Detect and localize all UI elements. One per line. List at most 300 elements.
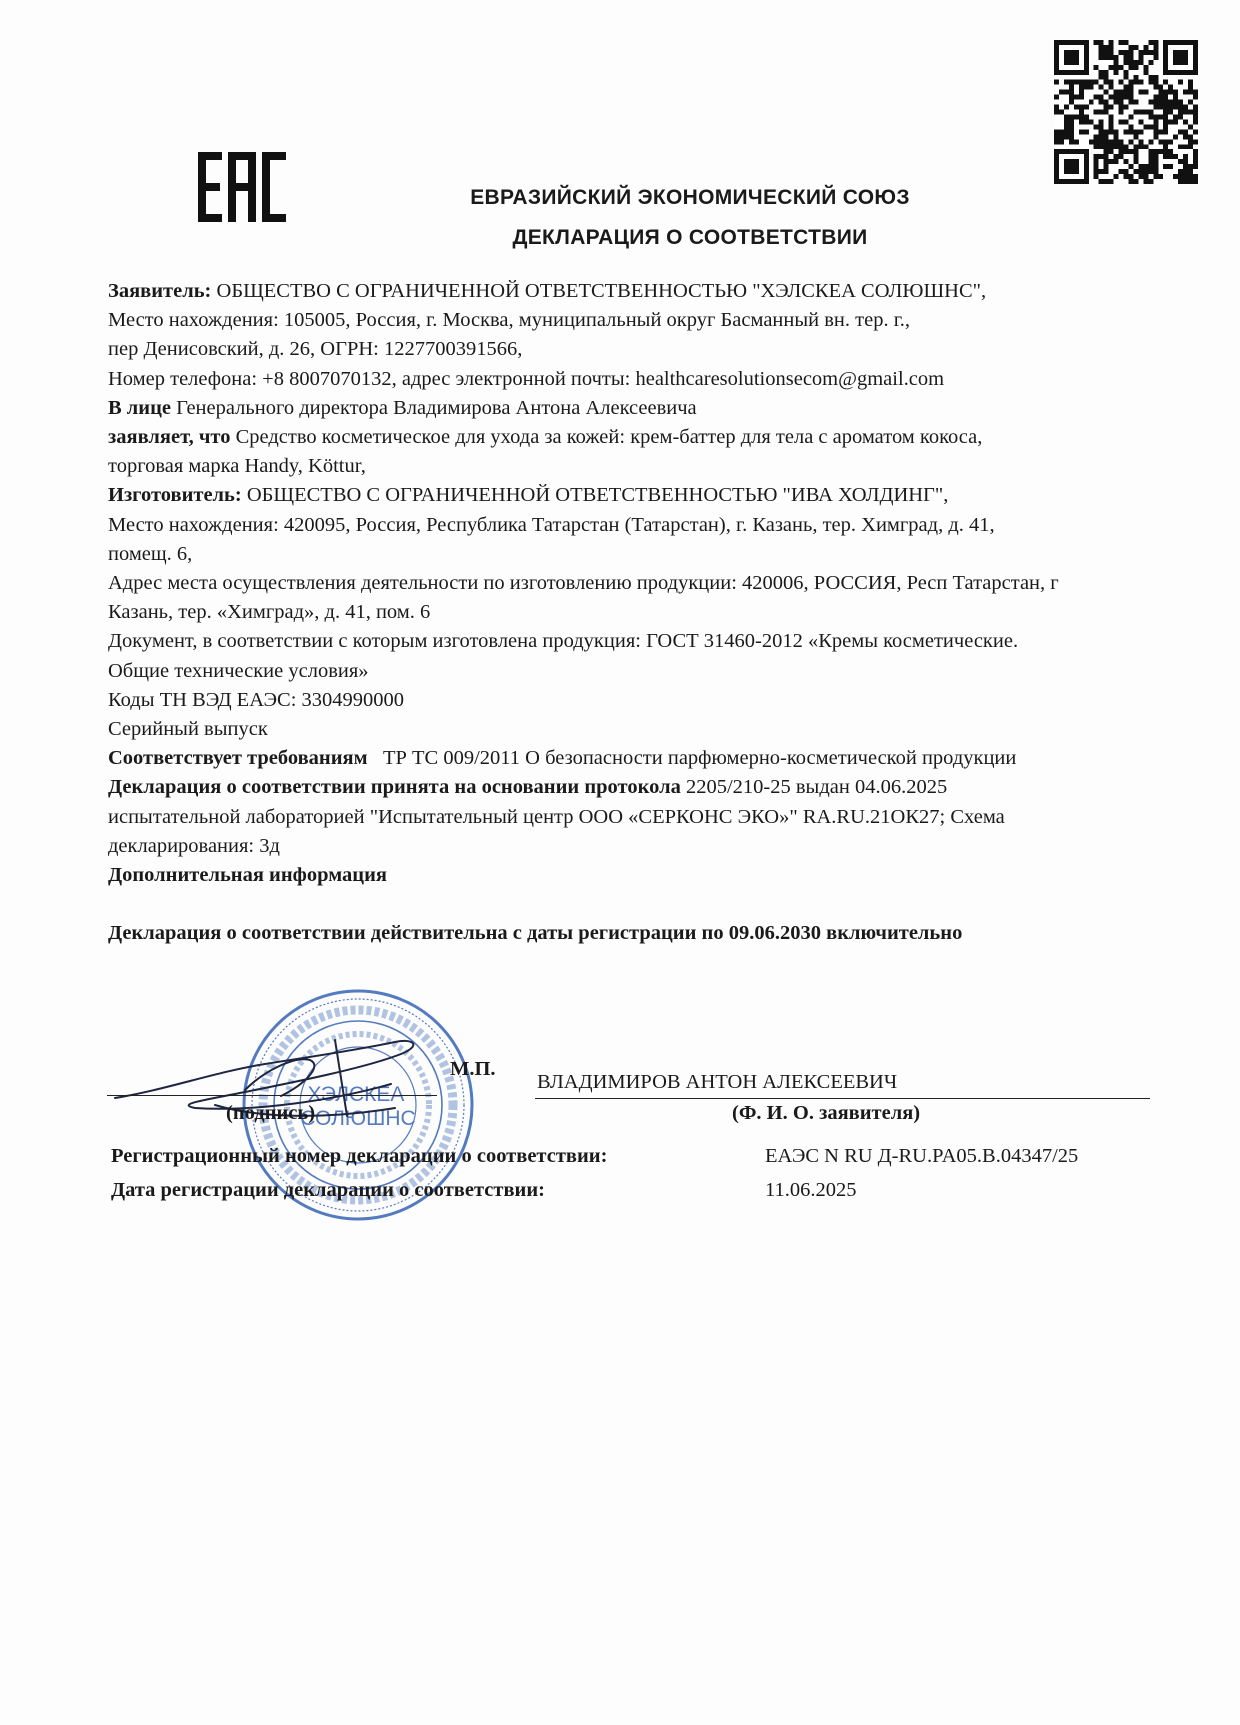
qr-module: [1094, 110, 1099, 115]
qr-code: [1054, 40, 1198, 184]
qr-module: [1119, 90, 1124, 95]
qr-module: [1124, 95, 1129, 100]
manufacturer-address-1: Место нахождения: 420095, Россия, Республика Татарстан (Татарстан), г. Казань, тер. Химград, д. 41,: [108, 513, 995, 536]
qr-module: [1128, 90, 1133, 95]
qr-module: [1094, 164, 1099, 169]
qr-module: [1054, 129, 1059, 134]
qr-module: [1084, 179, 1089, 184]
qr-module: [1153, 80, 1158, 85]
qr-module: [1069, 90, 1074, 95]
qr-module: [1143, 179, 1148, 184]
qr-module: [1133, 179, 1138, 184]
qr-module: [1188, 179, 1193, 184]
qr-module: [1173, 60, 1178, 65]
qr-module: [1104, 139, 1109, 144]
qr-module: [1178, 159, 1183, 164]
qr-module: [1193, 174, 1198, 179]
qr-module: [1128, 129, 1133, 134]
qr-module: [1124, 174, 1129, 179]
union-title: ЕВРАЗИЙСКИЙ ЭКОНОМИЧЕСКИЙ СОЮЗ: [470, 186, 910, 209]
qr-module: [1128, 95, 1133, 100]
qr-module: [1148, 154, 1153, 159]
applicant-name: ОБЩЕСТВО С ОГРАНИЧЕННОЙ ОТВЕТСТВЕННОСТЬЮ "ХЭЛСКЕА СОЛЮШНС",: [211, 280, 987, 302]
qr-module: [1188, 40, 1193, 45]
qr-module: [1188, 134, 1193, 139]
qr-module: [1069, 100, 1074, 105]
qr-module: [1168, 119, 1173, 124]
qr-module: [1114, 129, 1119, 134]
qr-module: [1054, 159, 1059, 164]
additional-info-label: [108, 861, 1183, 890]
qr-module: [1079, 179, 1084, 184]
qr-module: [1114, 55, 1119, 60]
qr-module: [1109, 85, 1114, 90]
qr-module: [1074, 95, 1079, 100]
qr-module: [1099, 110, 1104, 115]
qr-module: [1148, 75, 1153, 80]
manufacturer-label: Изготовитель:: [108, 484, 242, 507]
qr-module: [1153, 119, 1158, 124]
qr-module: [1133, 144, 1138, 149]
qr-module: [1158, 174, 1163, 179]
applicant-label: Заявитель:: [108, 280, 212, 302]
qr-module: [1153, 134, 1158, 139]
qr-module: [1158, 90, 1163, 95]
qr-module: [1128, 60, 1133, 65]
qr-module: [1163, 50, 1168, 55]
qr-module: [1143, 70, 1148, 75]
qr-module: [1178, 40, 1183, 45]
qr-module: [1183, 60, 1188, 65]
qr-module: [1173, 134, 1178, 139]
qr-module: [1054, 45, 1059, 50]
declares-label: заявляет, что: [108, 426, 231, 449]
qr-module: [1173, 55, 1178, 60]
qr-module: [1158, 105, 1163, 110]
representative-label: В лице: [108, 396, 172, 419]
qr-module: [1128, 114, 1133, 119]
qr-module: [1094, 144, 1099, 149]
stamp-company-line-1: ХЭЛСКЕА: [307, 1083, 405, 1106]
qr-module: [1064, 119, 1069, 124]
qr-module: [1178, 129, 1183, 134]
compliance-line: [108, 744, 1183, 773]
qr-module: [1183, 50, 1188, 55]
qr-module: [1104, 164, 1109, 169]
qr-module: [1153, 169, 1158, 174]
qr-module: [1064, 159, 1069, 164]
qr-module: [1059, 139, 1064, 144]
qr-module: [1168, 164, 1173, 169]
qr-module: [1168, 154, 1173, 159]
qr-module: [1143, 174, 1148, 179]
qr-module: [1193, 45, 1198, 50]
qr-module: [1074, 139, 1079, 144]
qr-module: [1114, 100, 1119, 105]
qr-module: [1183, 179, 1188, 184]
qr-module: [1084, 164, 1089, 169]
qr-module: [1183, 55, 1188, 60]
qr-module: [1148, 164, 1153, 169]
representative-line: [108, 394, 1183, 423]
qr-module: [1109, 105, 1114, 110]
qr-module: [1148, 179, 1153, 184]
compliance-text: ТР ТС 009/2011 О безопасности парфюмерно-косметической продукции: [367, 747, 1017, 770]
qr-module: [1069, 119, 1074, 124]
qr-module: [1124, 105, 1129, 110]
qr-module: [1119, 119, 1124, 124]
qr-module: [1148, 60, 1153, 65]
qr-module: [1138, 119, 1143, 124]
qr-module: [1064, 134, 1069, 139]
qr-module: [1183, 174, 1188, 179]
qr-module: [1079, 40, 1084, 45]
qr-module: [1193, 110, 1198, 115]
qr-module: [1193, 164, 1198, 169]
qr-module: [1094, 134, 1099, 139]
qr-module: [1173, 40, 1178, 45]
qr-module: [1193, 159, 1198, 164]
qr-module: [1133, 75, 1138, 80]
qr-module: [1183, 90, 1188, 95]
qr-module: [1104, 144, 1109, 149]
qr-module: [1084, 50, 1089, 55]
qr-module: [1114, 154, 1119, 159]
qr-module: [1193, 90, 1198, 95]
qr-module: [1128, 139, 1133, 144]
qr-module: [1193, 55, 1198, 60]
qr-module: [1109, 50, 1114, 55]
qr-module: [1188, 90, 1193, 95]
standard-line-2: Общие технические условия»: [108, 659, 369, 682]
qr-module: [1099, 75, 1104, 80]
qr-module: [1183, 119, 1188, 124]
qr-module: [1148, 124, 1153, 129]
qr-module: [1163, 110, 1168, 115]
name-line: [535, 1098, 1150, 1099]
qr-module: [1094, 159, 1099, 164]
qr-module: [1124, 159, 1129, 164]
qr-module: [1064, 60, 1069, 65]
qr-module: [1064, 149, 1069, 154]
qr-module: [1069, 95, 1074, 100]
qr-module: [1128, 55, 1133, 60]
qr-module: [1138, 55, 1143, 60]
qr-module: [1094, 174, 1099, 179]
qr-module: [1069, 179, 1074, 184]
qr-module: [1059, 110, 1064, 115]
qr-module: [1133, 65, 1138, 70]
qr-module: [1193, 139, 1198, 144]
qr-module: [1188, 110, 1193, 115]
qr-module: [1178, 55, 1183, 60]
qr-module: [1183, 40, 1188, 45]
applicant-line: [108, 277, 1183, 306]
qr-module: [1054, 174, 1059, 179]
qr-module: [1109, 119, 1114, 124]
qr-module: [1064, 124, 1069, 129]
qr-module: [1074, 169, 1079, 174]
product-line-1: [108, 423, 1183, 452]
qr-module: [1168, 70, 1173, 75]
applicant-contacts: Номер телефона: +8 8007070132, адрес электронной почты: healthcaresolutionsecom@gmail.com: [108, 367, 945, 390]
qr-module: [1099, 100, 1104, 105]
qr-module: [1153, 149, 1158, 154]
qr-module: [1124, 70, 1129, 75]
qr-module: [1119, 105, 1124, 110]
registration-date-label: Дата регистрации декларации о соответствии:: [111, 1179, 545, 1201]
qr-module: [1084, 105, 1089, 110]
qr-module: [1183, 144, 1188, 149]
qr-module: [1054, 65, 1059, 70]
qr-module: [1183, 159, 1188, 164]
qr-module: [1128, 174, 1133, 179]
qr-module: [1104, 154, 1109, 159]
qr-module: [1119, 80, 1124, 85]
qr-module: [1074, 164, 1079, 169]
qr-module: [1114, 90, 1119, 95]
qr-module: [1153, 105, 1158, 110]
qr-module: [1084, 159, 1089, 164]
qr-module: [1109, 149, 1114, 154]
qr-module: [1178, 100, 1183, 105]
qr-module: [1153, 124, 1158, 129]
qr-module: [1104, 169, 1109, 174]
qr-module: [1133, 159, 1138, 164]
qr-module: [1099, 45, 1104, 50]
qr-module: [1079, 110, 1084, 115]
qr-module: [1089, 100, 1094, 105]
qr-module: [1173, 114, 1178, 119]
qr-module: [1084, 114, 1089, 119]
qr-module: [1133, 154, 1138, 159]
qr-module: [1124, 55, 1129, 60]
qr-module: [1163, 55, 1168, 60]
qr-module: [1064, 114, 1069, 119]
qr-module: [1074, 60, 1079, 65]
qr-module: [1158, 85, 1163, 90]
qr-module: [1163, 100, 1168, 105]
qr-module: [1114, 174, 1119, 179]
qr-module: [1168, 40, 1173, 45]
qr-module: [1153, 174, 1158, 179]
qr-module: [1163, 149, 1168, 154]
qr-module: [1104, 105, 1109, 110]
qr-module: [1128, 124, 1133, 129]
qr-module: [1069, 139, 1074, 144]
qr-module: [1183, 105, 1188, 110]
qr-module: [1158, 114, 1163, 119]
qr-module: [1084, 119, 1089, 124]
laboratory-line-1: испытательной лабораторией "Испытательный центр ООО «СЕРКОНС ЭКО»" RA.RU.21ОК27; Схема: [108, 805, 1005, 828]
qr-module: [1128, 149, 1133, 154]
qr-module: [1084, 70, 1089, 75]
qr-module: [1128, 179, 1133, 184]
qr-module: [1168, 110, 1173, 115]
qr-module: [1099, 134, 1104, 139]
qr-module: [1054, 179, 1059, 184]
qr-module: [1094, 124, 1099, 129]
product-text: Средство косметическое для ухода за кожей: крем-баттер для тела с ароматом кокоса,: [230, 426, 983, 449]
qr-module: [1054, 134, 1059, 139]
qr-module: [1099, 95, 1104, 100]
qr-module: [1074, 114, 1079, 119]
qr-module: [1069, 149, 1074, 154]
qr-module: [1178, 60, 1183, 65]
qr-module: [1173, 154, 1178, 159]
qr-module: [1138, 174, 1143, 179]
qr-module: [1109, 129, 1114, 134]
qr-module: [1059, 149, 1064, 154]
qr-module: [1099, 154, 1104, 159]
qr-module: [1193, 65, 1198, 70]
qr-module: [1094, 80, 1099, 85]
qr-module: [1109, 55, 1114, 60]
qr-module: [1109, 80, 1114, 85]
qr-module: [1133, 129, 1138, 134]
qr-module: [1153, 55, 1158, 60]
qr-module: [1193, 40, 1198, 45]
qr-module: [1193, 129, 1198, 134]
spacer: [108, 890, 1183, 919]
qr-module: [1069, 124, 1074, 129]
qr-module: [1183, 169, 1188, 174]
validity-line: [108, 919, 1183, 948]
qr-module: [1074, 179, 1079, 184]
qr-module: [1099, 70, 1104, 75]
qr-module: [1119, 50, 1124, 55]
qr-module: [1188, 70, 1193, 75]
qr-module: [1109, 124, 1114, 129]
qr-module: [1119, 100, 1124, 105]
qr-module: [1158, 129, 1163, 134]
qr-module: [1114, 134, 1119, 139]
qr-module: [1153, 85, 1158, 90]
qr-module: [1054, 164, 1059, 169]
validity-end: включительно: [821, 922, 963, 945]
qr-module: [1064, 129, 1069, 134]
production-address-1: Адрес места осуществления деятельности по изготовлению продукции: 420006, РОССИЯ, Респ Татарстан, г: [108, 572, 1059, 595]
qr-module: [1128, 50, 1133, 55]
qr-module: [1124, 129, 1129, 134]
qr-module: [1069, 129, 1074, 134]
qr-module: [1188, 144, 1193, 149]
qr-module: [1104, 129, 1109, 134]
qr-module: [1104, 179, 1109, 184]
stamp-company-line-2: СОЛЮШНС: [300, 1107, 416, 1130]
qr-module: [1064, 179, 1069, 184]
qr-module: [1069, 80, 1074, 85]
qr-module: [1069, 164, 1074, 169]
qr-module: [1168, 105, 1173, 110]
qr-module: [1064, 50, 1069, 55]
qr-module: [1099, 55, 1104, 60]
qr-module: [1168, 139, 1173, 144]
qr-module: [1163, 119, 1168, 124]
laboratory-line-2: декларирования: 3д: [108, 834, 280, 857]
qr-module: [1183, 70, 1188, 75]
qr-module: [1138, 90, 1143, 95]
qr-module: [1153, 159, 1158, 164]
qr-module: [1114, 144, 1119, 149]
qr-module: [1173, 100, 1178, 105]
qr-module: [1064, 90, 1069, 95]
qr-module: [1168, 100, 1173, 105]
qr-module: [1173, 119, 1178, 124]
qr-module: [1094, 65, 1099, 70]
qr-module: [1104, 90, 1109, 95]
qr-module: [1079, 90, 1084, 95]
production-address-2: Казань, тер. «Химград», д. 41, пом. 6: [108, 601, 431, 624]
qr-module: [1099, 50, 1104, 55]
qr-module: [1148, 80, 1153, 85]
qr-module: [1128, 65, 1133, 70]
qr-module: [1168, 149, 1173, 154]
qr-module: [1173, 70, 1178, 75]
qr-module: [1193, 50, 1198, 55]
qr-module: [1163, 70, 1168, 75]
qr-module: [1133, 169, 1138, 174]
qr-module: [1094, 95, 1099, 100]
qr-module: [1163, 90, 1168, 95]
qr-module: [1084, 85, 1089, 90]
qr-module: [1099, 85, 1104, 90]
qr-module: [1054, 149, 1059, 154]
qr-module: [1153, 100, 1158, 105]
qr-module: [1188, 174, 1193, 179]
qr-module: [1069, 70, 1074, 75]
qr-module: [1138, 50, 1143, 55]
name-caption: (Ф. И. О. заявителя): [732, 1102, 921, 1124]
qr-module: [1099, 144, 1104, 149]
qr-module: [1183, 129, 1188, 134]
qr-module: [1064, 70, 1069, 75]
qr-module: [1193, 114, 1198, 119]
qr-module: [1138, 110, 1143, 115]
qr-module: [1079, 95, 1084, 100]
qr-module: [1104, 80, 1109, 85]
qr-module: [1148, 50, 1153, 55]
customs-codes: Коды ТН ВЭД ЕАЭС: 3304990000: [108, 688, 405, 711]
qr-module: [1148, 159, 1153, 164]
qr-module: [1128, 164, 1133, 169]
qr-module: [1084, 65, 1089, 70]
qr-module: [1074, 55, 1079, 60]
qr-module: [1104, 100, 1109, 105]
qr-module: [1059, 129, 1064, 134]
qr-module: [1064, 164, 1069, 169]
qr-module: [1099, 169, 1104, 174]
qr-module: [1054, 110, 1059, 115]
qr-module: [1178, 144, 1183, 149]
registration-number-value: ЕАЭС N RU Д-RU.PA05.B.04347/25: [765, 1145, 1079, 1167]
qr-module: [1158, 139, 1163, 144]
qr-module: [1153, 40, 1158, 45]
qr-module: [1104, 55, 1109, 60]
qr-module: [1109, 159, 1114, 164]
qr-module: [1163, 65, 1168, 70]
qr-module: [1133, 149, 1138, 154]
qr-module: [1163, 95, 1168, 100]
qr-module: [1178, 105, 1183, 110]
applicant-address-1: Место нахождения: 105005, Россия, г. Москва, муниципальный округ Басманный вн. тер. г.,: [108, 309, 911, 332]
qr-module: [1138, 164, 1143, 169]
qr-module: [1143, 169, 1148, 174]
basis-protocol: 2205/210-25 выдан 04.06.2025: [680, 776, 948, 799]
qr-module: [1183, 110, 1188, 115]
qr-module: [1188, 164, 1193, 169]
qr-module: [1084, 55, 1089, 60]
